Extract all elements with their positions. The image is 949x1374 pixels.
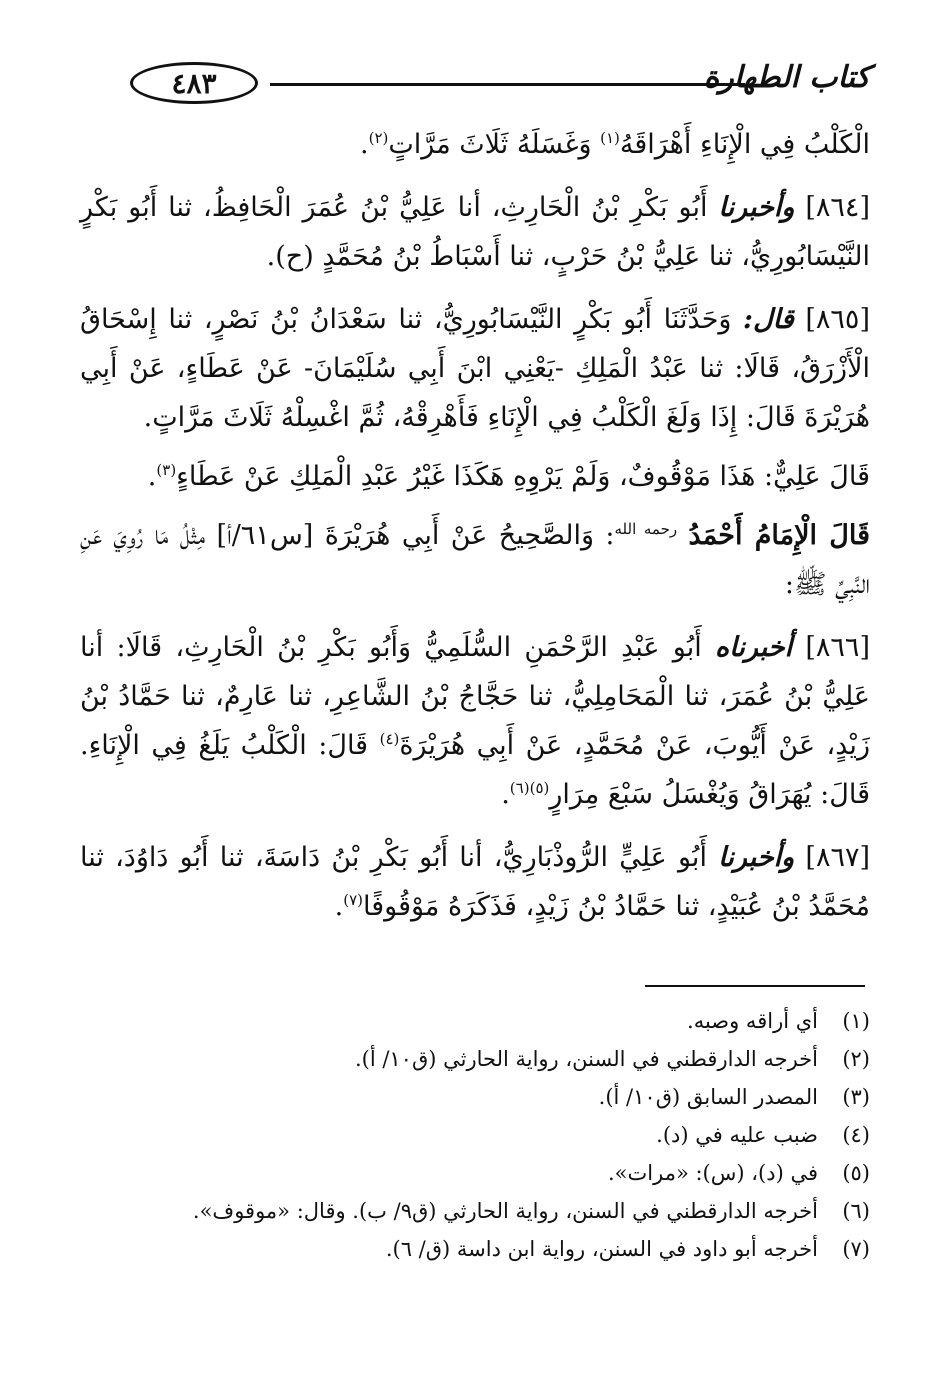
paragraph-continuation <box>80 120 870 169</box>
footnote-number: (٥) <box>842 1161 870 1185</box>
text: وَغَسَلَهُ ثَلَاثَ مَرَّاتٍ <box>388 129 601 160</box>
footnote-item <box>80 1078 870 1116</box>
footnote-ref: (٢) <box>368 129 389 147</box>
footnote-text: المصدر السابق (ق١٠/ أ). <box>598 1085 818 1109</box>
footnote-ref: (٤) <box>379 730 400 748</box>
footnote-item <box>80 1002 870 1040</box>
imam-lead: قَالَ الْإِمَامُ أَحْمَدُ <box>688 520 870 551</box>
footnote-ref: (٥)(٦) <box>509 779 550 797</box>
page-number: ٤٨٣ <box>130 62 258 104</box>
comment-text: قَالَ عَلِيٌّ: هَذَا مَوْقُوفٌ، وَلَمْ يَرْوِهِ هَكَذَا غَيْرُ عَبْدِ الْمَلِكِ عَنْ عَطَاءٍ <box>176 461 870 492</box>
hadith-number: [٨٦٦] <box>805 632 870 663</box>
hadith-lead: قال: <box>743 304 794 335</box>
footnote-item <box>80 1116 870 1154</box>
hadith-text: أَبُو عَبْدِ الرَّحْمَنِ السُّلَمِيُّ وَأَبُو بَكْرِ بْنُ الْحَارِثِ، قَالَا: أنا عَلِيُّ بْنُ عُمَرَ، ثنا الْمَحَامِلِيُّ، ثنا حَجَّاجُ بْنُ الشَّاعِرِ، ثنا عَارِمٌ، ثنا حَمَّادُ بْنُ زَيْدٍ، عَنْ أَيُّوبَ، عَنْ مُحَمَّدٍ، عَنْ أَبِي هُرَيْرَةَ <box>80 632 870 761</box>
footnote-number: (٤) <box>842 1123 870 1147</box>
header-rule <box>270 83 745 86</box>
hadith-lead: أخبرناه <box>715 632 793 663</box>
footnote-number: (٦) <box>842 1199 870 1223</box>
text: . <box>360 129 369 160</box>
footnote-text: ضبب عليه في (د). <box>656 1123 818 1147</box>
hadith-number: [٨٦٤] <box>805 192 870 223</box>
hadith-865 <box>80 295 870 442</box>
text: . <box>501 779 510 810</box>
footnotes <box>80 1002 870 1268</box>
footnote-number: (١) <box>842 1009 870 1033</box>
text: الْكَلْبُ فِي الْإِنَاءِ أَهْرَاقَهُ <box>619 129 870 160</box>
book-title: كتاب الطهارة <box>703 60 870 95</box>
hadith-text: أَبُو بَكْرِ بْنُ الْحَارِثِ، أنا عَلِيُّ بْنُ عُمَرَ الْحَافِظُ، ثنا أَبُو بَكْرٍ النَّيْسَابُورِيُّ، ثنا عَلِيُّ بْنُ حَرْبٍ، ثنا أَسْبَاطُ بْنُ مُحَمَّدٍ (ح). <box>80 192 870 272</box>
hadith-text: أَبُو عَلِيٍّ الرُّوذْبَارِيُّ، أنا أَبُو بَكْرِ بْنُ دَاسَةَ، ثنا أَبُو دَاوُدَ، ثنا مُحَمَّدُ بْنُ عُبَيْدٍ، ثنا حَمَّادُ بْنُ زَيْدٍ، فَذَكَرَهُ مَوْقُوفًا <box>80 842 870 922</box>
footnote-separator <box>645 985 865 987</box>
footnote-ref: (٣) <box>156 461 177 479</box>
footnote-number: (٣) <box>842 1085 870 1109</box>
footnote-item <box>80 1040 870 1078</box>
honorific: رحمه الله <box>614 520 678 538</box>
footnote-ref: (٧) <box>343 891 363 909</box>
main-text <box>80 120 870 941</box>
hadith-864 <box>80 183 870 281</box>
hadith-867 <box>80 833 870 931</box>
footnote-item <box>80 1154 870 1192</box>
footnote-number: (٧) <box>842 1237 870 1261</box>
imam-comment <box>80 511 870 609</box>
comment-text: : وَالصَّحِيحُ عَنْ أَبِي هُرَيْرَةَ [س٦١/أ] مِثْلُ مَا رُوِيَ عَنِ النَّبِيِّ ﷺ: <box>80 520 870 600</box>
text: . <box>334 891 344 922</box>
footnote-text: في (د)، (س): «مرات». <box>608 1161 818 1185</box>
hadith-text: وَحَدَّثَنَا أَبُو بَكْرٍ النَّيْسَابُورِيُّ، ثنا سَعْدَانُ بْنُ نَصْرٍ، ثنا إِسْحَاقُ الْأَزْرَقُ، قَالَا: ثنا عَبْدُ الْمَلِكِ -يَعْنِي ابْنَ أَبِي سُلَيْمَانَ- عَنْ عَطَاءٍ، عَنْ أَبِي هُرَيْرَةَ قَالَ: إِذَا وَلَغَ الْكَلْبُ فِي الْإِنَاءِ فَأَهْرِقْهُ، ثُمَّ اغْسِلْهُ ثَلَاثَ مَرَّاتٍ. <box>80 304 870 433</box>
footnote-text: أخرجه الدارقطني في السنن، رواية الحارثي (ق١٠/ أ). <box>354 1047 818 1071</box>
text: . <box>147 461 157 492</box>
footnote-item <box>80 1230 870 1268</box>
hadith-866 <box>80 623 870 819</box>
hadith-lead: وأخبرنا <box>718 842 795 873</box>
footnote-text: أخرجه أبو داود في السنن، رواية ابن داسة (ق/ ٦). <box>385 1237 818 1261</box>
hadith-text: قَالَ: الْكَلْبُ يَلَغُ فِي الْإِنَاءِ. قَالَ: يُهَرَاقُ وَيُغْسَلُ سَبْعَ مِرَارٍ <box>80 730 870 810</box>
page-header <box>120 60 870 110</box>
hadith-number: [٨٦٧] <box>805 842 870 873</box>
footnote-text: أي أراقه وصبه. <box>687 1009 818 1033</box>
footnote-number: (٢) <box>842 1047 870 1071</box>
hadith-lead: وأخبرنا <box>718 192 795 223</box>
hadith-number: [٨٦٥] <box>805 304 870 335</box>
ali-comment <box>80 452 870 501</box>
footnote-text: أخرجه الدارقطني في السنن، رواية الحارثي (ق٩/ ب). وقال: «موقوف». <box>192 1199 818 1223</box>
footnote-item <box>80 1192 870 1230</box>
footnote-ref: (١) <box>600 129 620 147</box>
